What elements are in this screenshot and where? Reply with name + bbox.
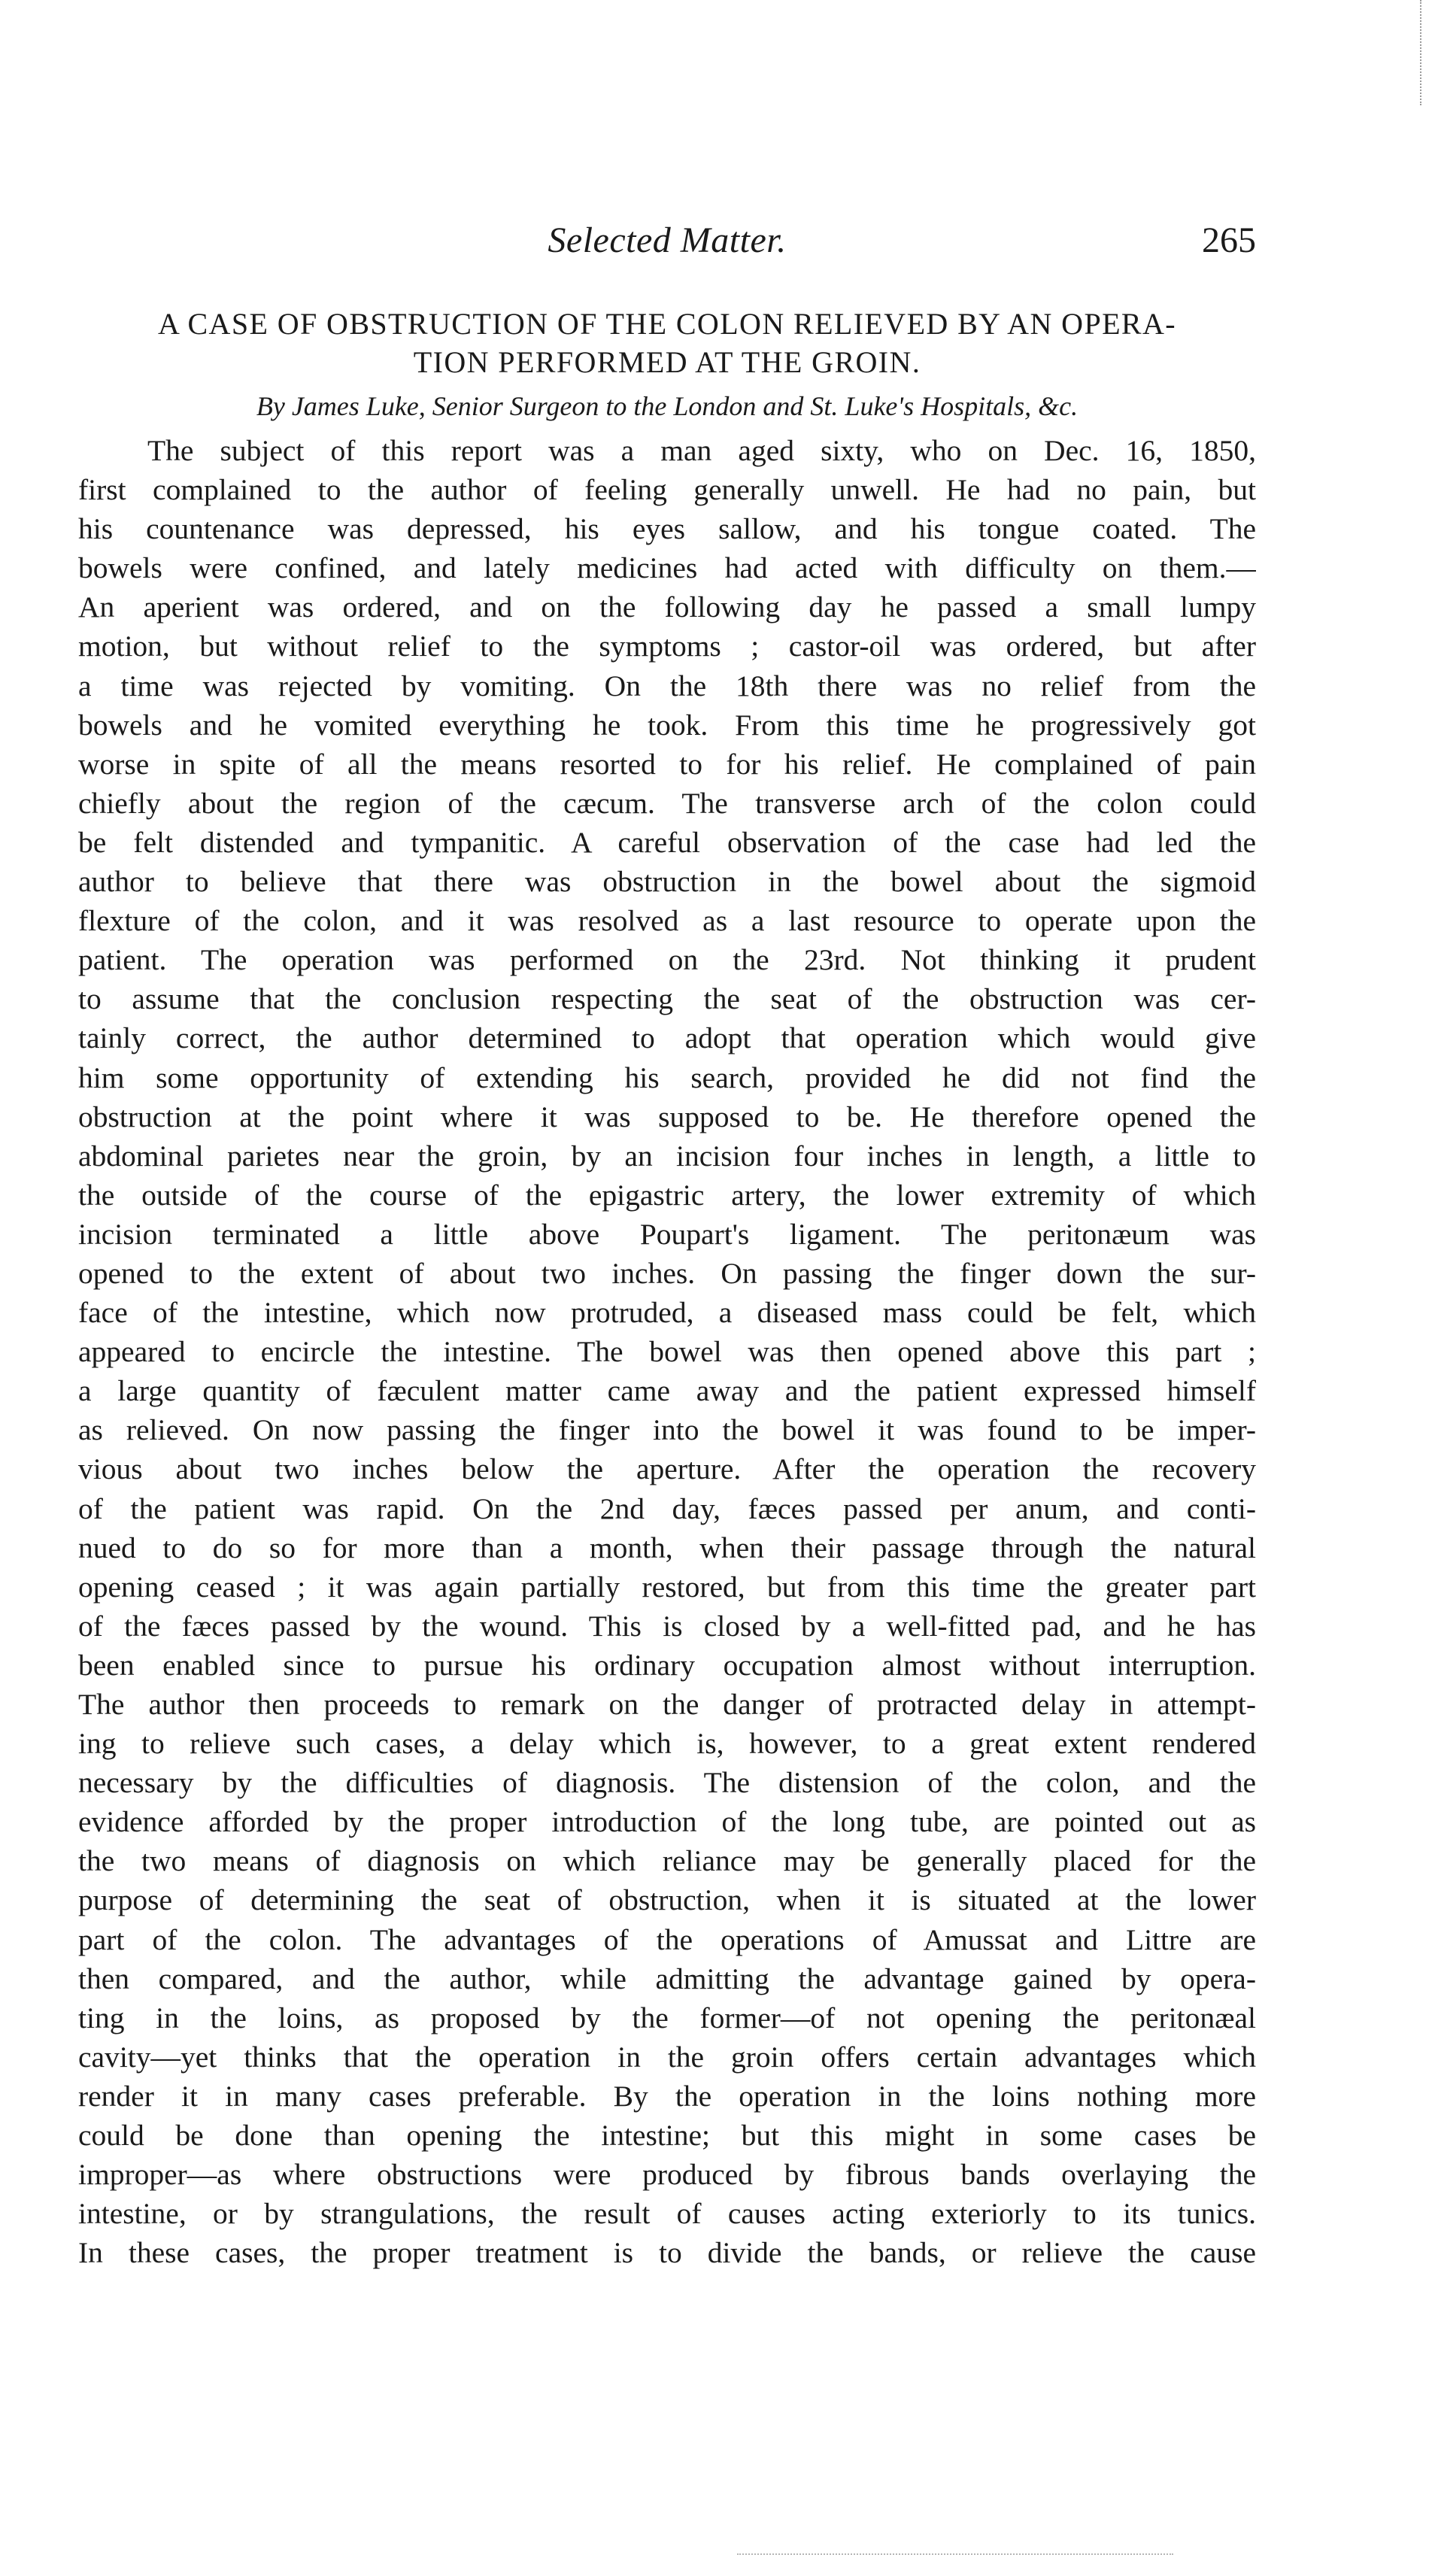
bottom-scan-mark	[737, 2553, 1173, 2555]
body-line: cavity—yet thinks that the operation in the groin offers certain advantages which	[78, 2040, 1256, 2074]
article-title-line-1: A CASE OF OBSTRUCTION OF THE COLON RELIEVED BY AN OPERA-	[157, 307, 1177, 341]
body-line: improper—as where obstructions were produced by fibrous bands overlaying the	[78, 2158, 1256, 2192]
body-line: nued to do so for more than a month, when their passage through the natural	[78, 1531, 1256, 1564]
article-title-line-2: TION PERFORMED AT THE GROIN.	[413, 345, 921, 379]
body-line: the outside of the course of the epigastric artery, the lower extremity of which	[78, 1178, 1256, 1212]
body-line: opening ceased ; it was again partially restored, but from this time the greater part	[78, 1570, 1256, 1604]
body-line: opened to the extent of about two inches. On passing the finger down the sur-	[78, 1256, 1256, 1290]
body-line: necessary by the difficulties of diagnosis. The distension of the colon, and the	[78, 1766, 1256, 1800]
body-line: a large quantity of fæculent matter came away and the patient expressed himself	[78, 1374, 1256, 1408]
body-line: worse in spite of all the means resorted to for his relief. He complained of pain	[78, 747, 1256, 781]
body-line: flexture of the colon, and it was resolved as a last resource to operate upon the	[78, 904, 1256, 938]
body-line: to assume that the conclusion respecting the seat of the obstruction was cer-	[78, 982, 1256, 1016]
body-line: a time was rejected by vomiting. On the 18th there was no relief from the	[78, 669, 1256, 702]
body-line: intestine, or by strangulations, the result of causes acting exteriorly to its tunics.	[78, 2197, 1256, 2231]
body-line: purpose of determining the seat of obstruction, when it is situated at the lower	[78, 1883, 1256, 1917]
body-line: been enabled since to pursue his ordinary occupation almost without interruption.	[78, 1648, 1256, 1682]
body-line: him some opportunity of extending his search, provided he did not find the	[78, 1060, 1256, 1094]
body-line: chiefly about the region of the cæcum. The transverse arch of the colon could	[78, 786, 1256, 820]
body-line: as relieved. On now passing the finger into the bowel it was found to be imper-	[78, 1413, 1256, 1447]
body-line: incision terminated a little above Poupart's ligament. The peritonæum was	[78, 1217, 1256, 1251]
body-line: bowels and he vomited everything he took. From this time he progressively got	[78, 708, 1256, 742]
body-line: ting in the loins, as proposed by the former—of not opening the peritonæal	[78, 2001, 1256, 2034]
body-line: be felt distended and tympanitic. A careful observation of the case had led the	[78, 825, 1256, 859]
body-line: evidence afforded by the proper introduction of the long tube, are pointed out as	[78, 1805, 1256, 1839]
body-line: tainly correct, the author determined to adopt that operation which would give	[78, 1021, 1256, 1055]
body-line: In these cases, the proper treatment is to divide the bands, or relieve the cause	[78, 2236, 1256, 2270]
body-line: abdominal parietes near the groin, by an incision four inches in length, a little to	[78, 1139, 1256, 1173]
body-line: motion, but without relief to the symptoms ; castor-oil was ordered, but after	[78, 630, 1256, 663]
article-title	[78, 305, 1256, 381]
body-line: appeared to encircle the intestine. The bowel was then opened above this part ;	[78, 1335, 1256, 1369]
body-line: The author then proceeds to remark on the danger of protracted delay in attempt-	[78, 1688, 1256, 1721]
running-head	[78, 220, 1256, 272]
body-line: obstruction at the point where it was supposed to be. He therefore opened the	[78, 1100, 1256, 1133]
section-title: Selected Matter.	[548, 220, 787, 260]
body-line: first complained to the author of feeling generally unwell. He had no pain, but	[78, 473, 1256, 507]
body-line: ing to relieve such cases, a delay which is, however, to a great extent rendered	[78, 1727, 1256, 1761]
body-line: face of the intestine, which now protruded, a diseased mass could be felt, which	[78, 1296, 1256, 1330]
body-line: render it in many cases preferable. By the operation in the loins nothing more	[78, 2079, 1256, 2113]
article-byline: By James Luke, Senior Surgeon to the London and St. Luke's Hospitals, &c.	[256, 391, 1079, 421]
body-line: his countenance was depressed, his eyes sallow, and his tongue coated. The	[78, 512, 1256, 546]
page-number: 265	[1202, 220, 1256, 260]
body-line: vious about two inches below the aperture. After the operation the recovery	[78, 1452, 1256, 1486]
body-line: then compared, and the author, while admitting the advantage gained by opera-	[78, 1962, 1256, 1995]
body-line: The subject of this report was a man aged sixty, who on Dec. 16, 1850,	[147, 434, 1256, 467]
body-line: could be done than opening the intestine; but this might in some cases be	[78, 2119, 1256, 2153]
body-line: bowels were confined, and lately medicines had acted with difficulty on them.—	[78, 551, 1256, 585]
body-line: of the patient was rapid. On the 2nd day, fæces passed per anum, and conti-	[78, 1491, 1256, 1525]
body-line: patient. The operation was performed on the 23rd. Not thinking it prudent	[78, 943, 1256, 977]
margin-scan-mark	[1420, 0, 1423, 105]
article-body	[78, 431, 1256, 2272]
body-line: of the fæces passed by the wound. This is closed by a well-fitted pad, and he has	[78, 1609, 1256, 1643]
body-line: author to believe that there was obstruction in the bowel about the sigmoid	[78, 865, 1256, 899]
body-line: part of the colon. The advantages of the operations of Amussat and Littre are	[78, 1922, 1256, 1956]
body-line: An aperient was ordered, and on the following day he passed a small lumpy	[78, 590, 1256, 624]
body-line: the two means of diagnosis on which reliance may be generally placed for the	[78, 1844, 1256, 1878]
